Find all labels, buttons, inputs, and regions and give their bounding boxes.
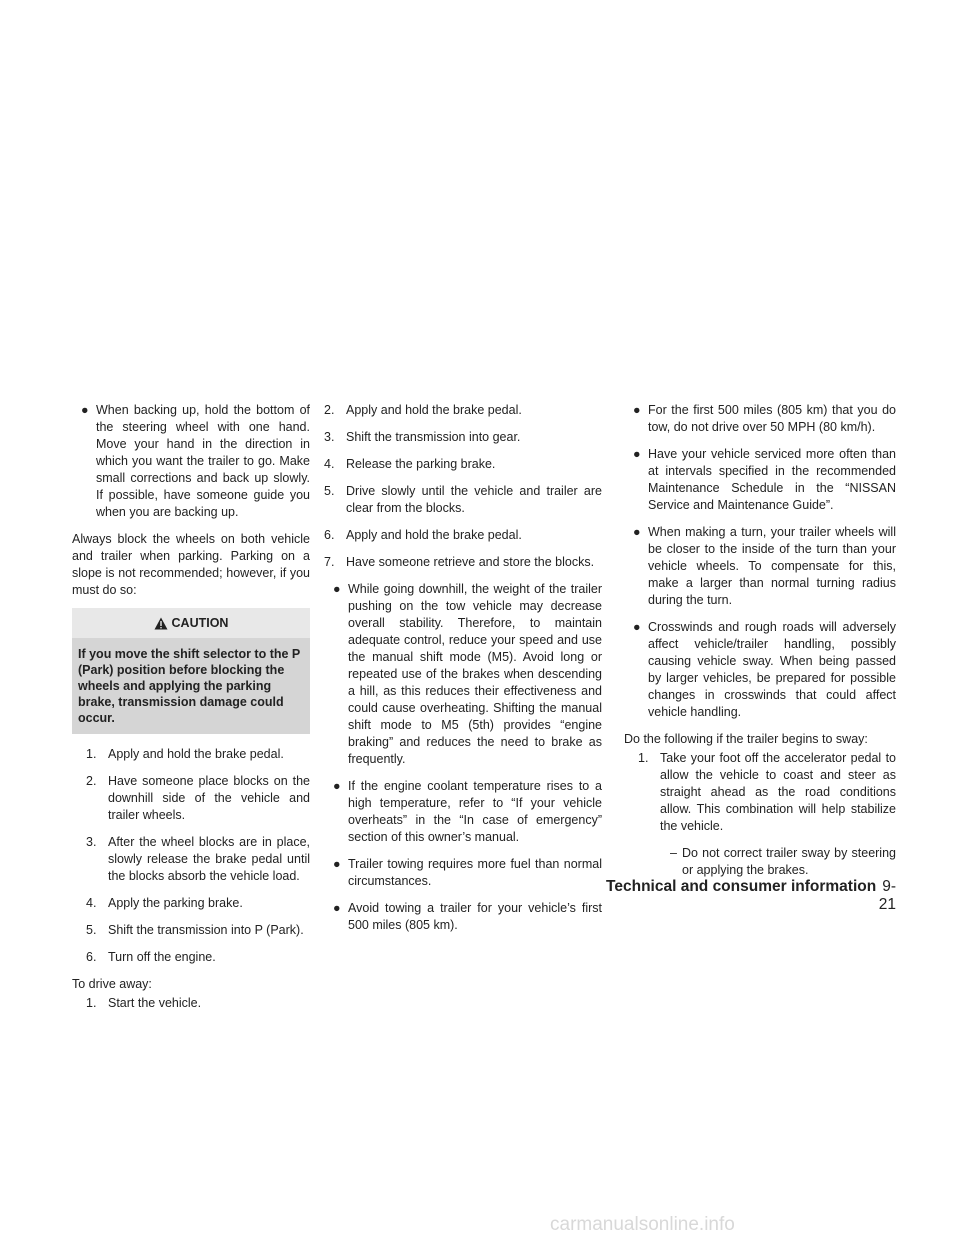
paragraph: Always block the wheels on both vehicle and trailer when parking. Parking on a slope is not recommended; however, if you must do so:	[72, 532, 310, 597]
column-1	[72, 402, 310, 1022]
list-item	[86, 895, 310, 912]
caution-header	[72, 608, 310, 638]
list-item	[86, 834, 310, 885]
step-text: Shift the transmission into P (Park).	[108, 923, 304, 937]
bullet-icon: ●	[333, 857, 341, 871]
svg-text:carmanualsonline.info: carmanualsonline.info	[550, 1214, 735, 1234]
step-text: Shift the transmission into gear.	[346, 430, 521, 444]
list-item	[324, 527, 602, 544]
step-text: Apply and hold the brake pedal.	[346, 528, 522, 542]
step-number: 3.	[86, 835, 97, 849]
step-number: 2.	[86, 774, 97, 788]
step-text: Apply and hold the brake pedal.	[346, 403, 522, 417]
step-number: 1.	[638, 751, 649, 765]
bullet-item	[324, 778, 602, 846]
list-item	[86, 773, 310, 824]
bullet-text: Avoid towing a trailer for your vehicle’s first 500 miles (805 km).	[348, 901, 602, 932]
bullet-text: While going downhill, the weight of the trailer pushing on the tow vehicle may decrease overall stability. Therefore, to maintain adequate control, reduce your speed and use the manual shift mode (M5). Avoid long or repeated use of the brakes when descending a hill, as this reduces their effectiveness and could cause overheating. Shifting the manual shift mode to M5 (5th) provides “engine braking” and reduces the need to brake as frequently.	[348, 582, 602, 766]
bullet-item	[624, 524, 896, 609]
list-item	[86, 746, 310, 763]
step-text: After the wheel blocks are in place, slowly release the brake pedal until the blocks absorb the vehicle load.	[108, 835, 310, 883]
bullet-icon: ●	[633, 620, 641, 634]
list-item	[324, 483, 602, 517]
step-number: 3.	[324, 430, 335, 444]
step-number: 6.	[86, 950, 97, 964]
step-text: Have someone place blocks on the downhill side of the vehicle and trailer wheels.	[108, 774, 310, 822]
bullet-item	[624, 402, 896, 436]
page-number: 9-21	[878, 878, 896, 913]
step-text: Turn off the engine.	[108, 950, 216, 964]
bullet-text: For the first 500 miles (805 km) that you do tow, do not drive over 50 MPH (80 km/h).	[648, 403, 896, 434]
bullet-text: Trailer towing requires more fuel than normal circumstances.	[348, 857, 602, 888]
bullet-text: Crosswinds and rough roads will adversely affect vehicle/trailer handling, possibly causing vehicle sway. When being passed by larger vehicles, be prepared for possible changes in crosswinds that could affect vehicle handling.	[648, 620, 896, 719]
caution-box	[72, 608, 310, 734]
list-item	[324, 429, 602, 446]
list-item	[86, 995, 310, 1012]
list-item	[324, 554, 602, 571]
step-text: Release the parking brake.	[346, 457, 496, 471]
list-item	[638, 750, 896, 835]
step-text: Start the vehicle.	[108, 996, 202, 1010]
bullet-item	[624, 446, 896, 514]
dash-item	[660, 845, 896, 879]
step-number: 5.	[86, 923, 97, 937]
list-item	[86, 922, 310, 939]
bullet-item	[324, 900, 602, 934]
step-number: 4.	[86, 896, 97, 910]
step-text: Take your foot off the accelerator pedal to allow the vehicle to coast and steer as straight ahead as the road conditions allow. This combination will help stabilize the vehicle.	[660, 751, 896, 833]
dash-icon: –	[670, 846, 677, 860]
step-text: Drive slowly until the vehicle and trailer are clear from the blocks.	[346, 484, 602, 515]
bullet-item	[324, 856, 602, 890]
step-number: 2.	[324, 403, 335, 417]
bullet-icon: ●	[633, 403, 641, 417]
bullet-icon: ●	[333, 779, 341, 793]
step-number: 1.	[86, 996, 97, 1010]
bullet-item	[624, 619, 896, 721]
bullet-icon: ●	[633, 447, 641, 461]
caution-text: If you move the shift selector to the P (Park) position before blocking the wheels and applying the parking brake, transmission damage could occur.	[78, 647, 301, 725]
bullet-item	[324, 581, 602, 768]
step-text: Apply and hold the brake pedal.	[108, 747, 284, 761]
paragraph: To drive away:	[72, 977, 152, 991]
page-footer	[590, 878, 896, 914]
bullet-icon: ●	[333, 582, 341, 596]
step-text: Have someone retrieve and store the blocks.	[346, 555, 595, 569]
bullet-icon: ●	[333, 901, 341, 915]
step-number: 5.	[324, 484, 335, 498]
column-2	[324, 402, 602, 944]
step-number: 7.	[324, 555, 335, 569]
step-number: 1.	[86, 747, 97, 761]
caution-title: CAUTION	[171, 616, 229, 630]
bullet-text: If the engine coolant temperature rises to a high temperature, refer to “If your vehicle overheats” in the “In case of emergency” section of this owner’s manual.	[348, 779, 602, 844]
step-number: 6.	[324, 528, 335, 542]
bullet-icon: ●	[81, 403, 89, 417]
section-title: Technical and consumer information	[606, 878, 877, 895]
column-3	[624, 402, 896, 889]
bullet-item	[72, 402, 310, 521]
bullet-text: When backing up, hold the bottom of the steering wheel with one hand. Move your hand in the direction in which you want the trailer to go. Make small corrections and back up slowly. If possible, have someone guide you when you are backing up.	[96, 403, 310, 519]
watermark-logo	[550, 1214, 910, 1234]
step-number: 4.	[324, 457, 335, 471]
paragraph: Do the following if the trailer begins to sway:	[624, 732, 868, 746]
warning-icon	[154, 617, 168, 630]
dash-text: Do not correct trailer sway by steering or applying the brakes.	[682, 846, 896, 877]
list-item	[324, 456, 602, 473]
list-item	[86, 949, 310, 966]
bullet-text: Have your vehicle serviced more often than at intervals specified in the recommended Maintenance Schedule in the “NISSAN Service and Maintenance Guide”.	[648, 447, 896, 512]
list-item	[324, 402, 602, 419]
bullet-icon: ●	[633, 525, 641, 539]
step-text: Apply the parking brake.	[108, 896, 243, 910]
bullet-text: When making a turn, your trailer wheels will be closer to the inside of the turn than your vehicle wheels. To compensate for this, make a larger than normal turning radius during the turn.	[648, 525, 896, 607]
